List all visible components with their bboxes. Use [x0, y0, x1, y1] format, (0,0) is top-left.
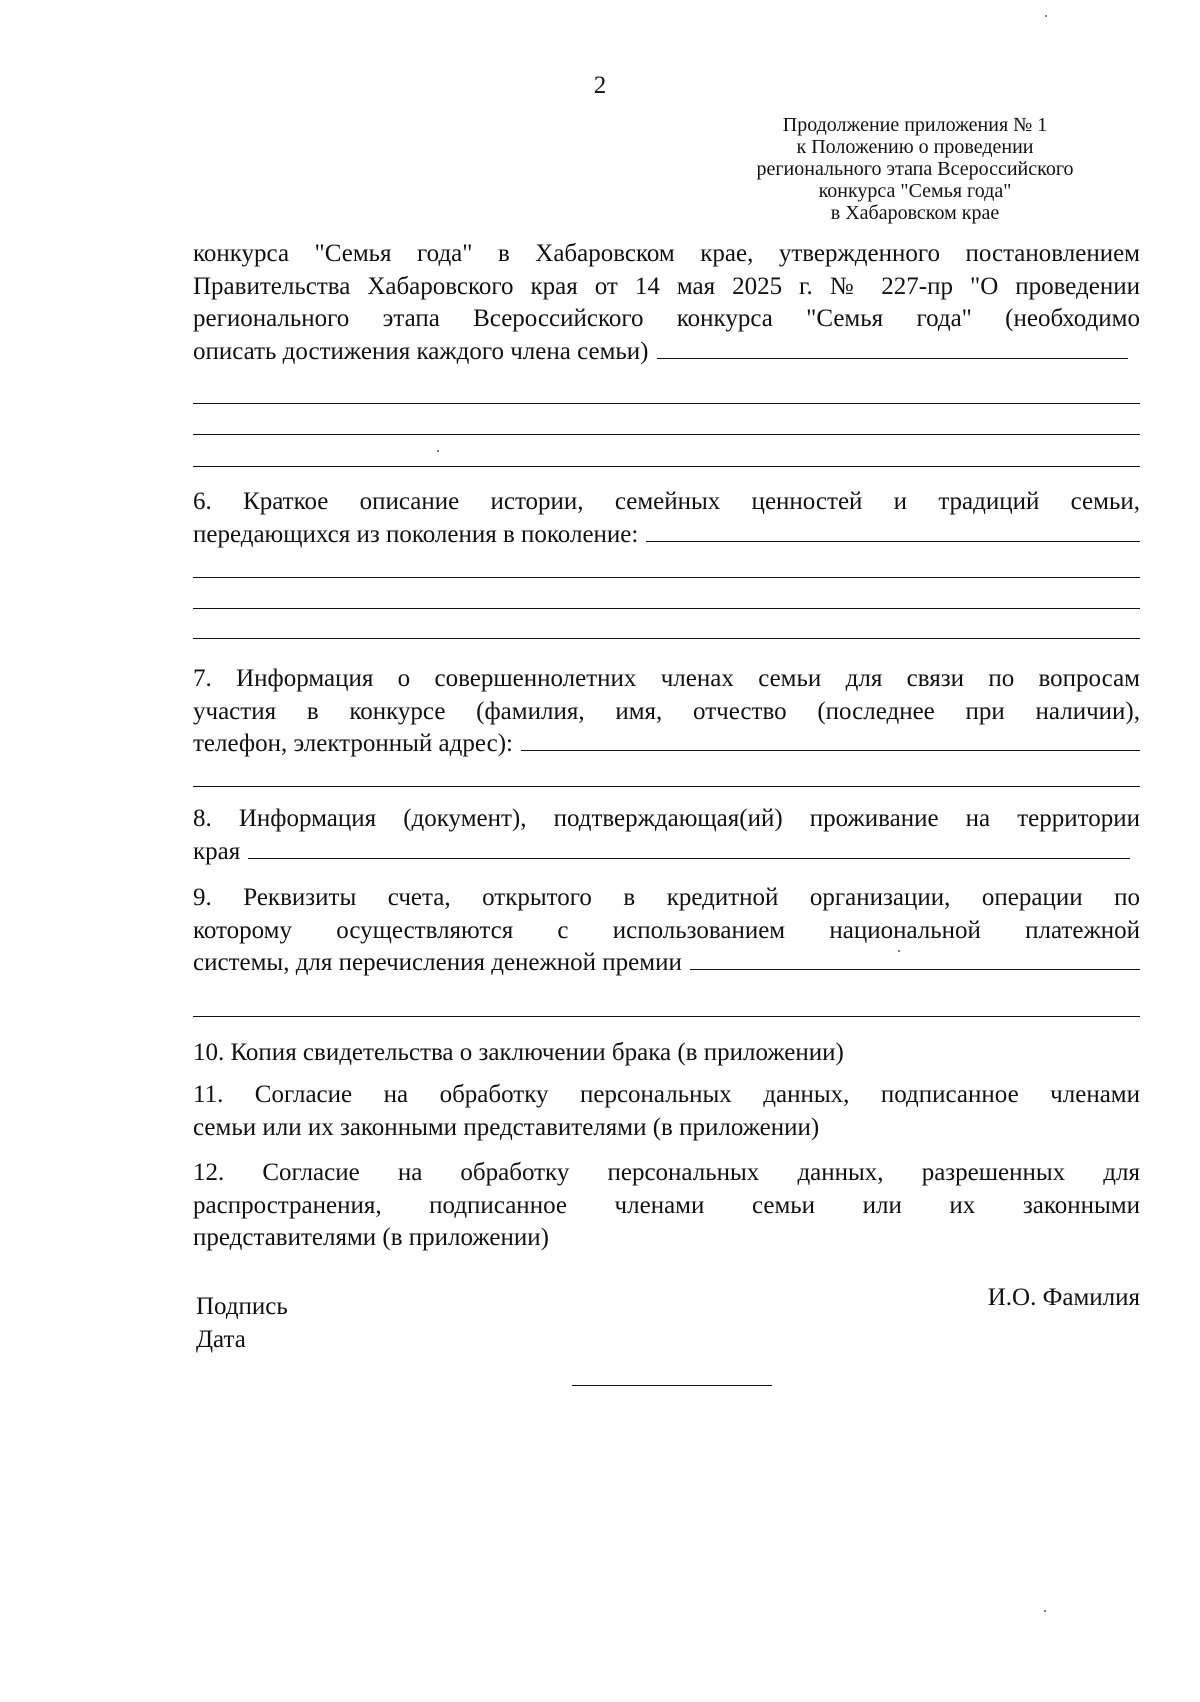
item-7: [193, 663, 1140, 761]
header-line: Продолжение приложения № 1: [782, 114, 1048, 136]
text-line: регионального этапа Всероссийского конкурса "Семья года" (необходимо: [193, 305, 1140, 332]
text-line: 7. Информация о совершеннолетних членах семьи для связи по вопросам: [193, 665, 1140, 692]
signer-name: И.О. Фамилия: [987, 1284, 1140, 1311]
header-line: регионального этапа Всероссийского: [756, 158, 1074, 180]
fill-line: [521, 728, 1140, 751]
text-line: 11. Согласие на обработку персональных данных, подписанное членами: [193, 1081, 1140, 1108]
scan-speck: [898, 950, 900, 952]
text-line: 8. Информация (документ), подтверждающая(ий) проживание на территории: [193, 805, 1140, 832]
blank-line: [193, 786, 1140, 787]
text-line: представителями (в приложении): [193, 1224, 549, 1251]
fill-line-row: [193, 728, 1140, 761]
scan-speck: [1044, 1610, 1046, 1612]
header-line: в Хабаровском крае: [830, 202, 1000, 224]
date-label: Дата: [196, 1326, 246, 1353]
signature-label: Подпись: [196, 1293, 288, 1320]
item-6: [193, 486, 1140, 551]
blank-line: [193, 577, 1140, 578]
text-line: которому осуществляются с использованием национальной платежной: [193, 916, 1140, 944]
item-12: [193, 1157, 1140, 1255]
header-line: к Положению о проведении: [796, 136, 1034, 158]
item-5-continuation: [193, 238, 1140, 368]
text-line: 9. Реквизиты счета, открытого в кредитной организации, операции по: [193, 884, 1140, 911]
item-11: [193, 1079, 1140, 1144]
blank-line: [193, 403, 1140, 404]
text-line: края: [193, 837, 241, 865]
fill-line: [690, 947, 1140, 970]
item-10: 10. Копия свидетельства о заключении брака (в приложении): [193, 1039, 844, 1066]
end-line: [572, 1385, 772, 1386]
fill-line: [657, 336, 1128, 359]
text-line: описать достижения каждого члена семьи): [193, 337, 649, 365]
text-line: семьи или их законными представителями (в приложении): [193, 1113, 820, 1141]
scan-speck: [1045, 15, 1047, 17]
text-line: системы, для перечисления денежной премии: [193, 949, 682, 976]
text-line: телефон, электронный адрес):: [193, 730, 513, 757]
fill-line: [248, 836, 1130, 859]
blank-line: [193, 466, 1140, 467]
blank-line: [193, 608, 1140, 609]
fill-line-row: [193, 947, 1140, 980]
header-line: конкурса "Семья года": [818, 180, 1012, 202]
blank-line: [193, 638, 1140, 639]
blank-line: [193, 434, 1140, 435]
text-line: 6. Краткое описание истории, семейных ценностей и традиций семьи,: [193, 488, 1140, 515]
text-line: конкурса "Семья года" в Хабаровском крае, утвержденного постановлением: [193, 240, 1140, 267]
text-line: участия в конкурсе (фамилия, имя, отчество (последнее при наличии),: [193, 697, 1140, 725]
item-9: [193, 882, 1140, 980]
page-number: 2: [593, 72, 607, 99]
appendix-header: [690, 114, 1140, 224]
text-line: Правительства Хабаровского края от 14 мая 2025 г. № 227-пр "О проведении: [193, 272, 1140, 300]
fill-line: [646, 519, 1140, 542]
text-line: передающихся из поколения в поколение:: [193, 520, 639, 548]
fill-line-row: [193, 836, 1130, 869]
item-8: [193, 803, 1140, 868]
signature-block: [196, 1290, 288, 1356]
fill-line-row: [193, 519, 1140, 552]
blank-line: [193, 1016, 1140, 1017]
text-line: распространения, подписанное членами семьи или их законными: [193, 1191, 1140, 1219]
scan-speck: [437, 450, 439, 452]
fill-line-row: [193, 336, 1128, 369]
text-line: 12. Согласие на обработку персональных данных, разрешенных для: [193, 1159, 1140, 1186]
